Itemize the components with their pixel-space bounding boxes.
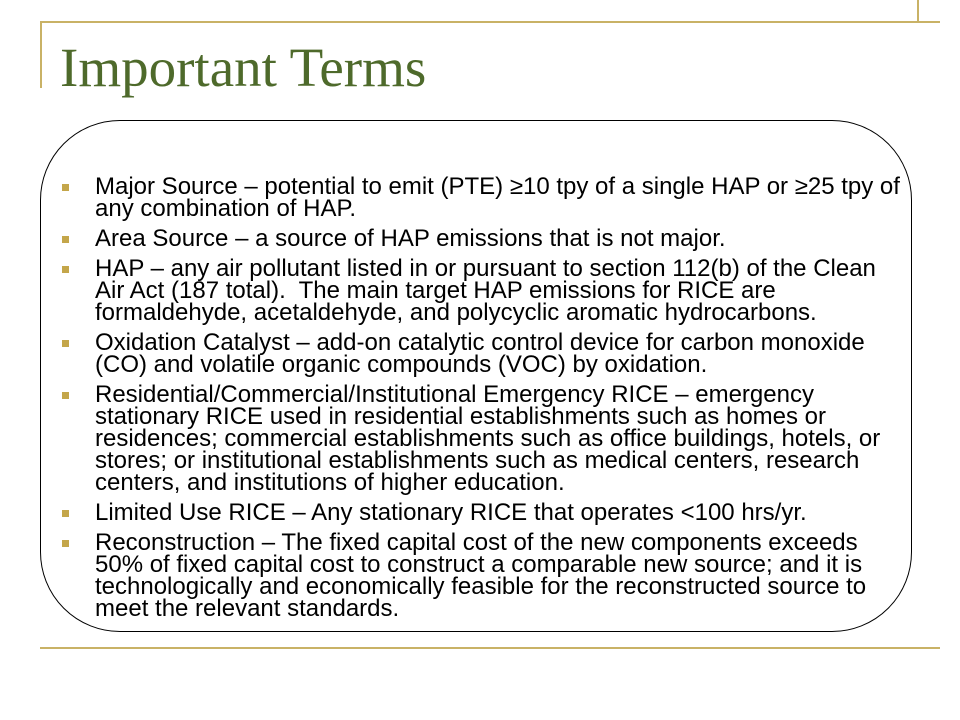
square-bullet-icon	[62, 184, 69, 191]
term-line: stores; or institutional establishments such as medical centers, research	[95, 447, 860, 474]
term-line: stationary RICE used in residential establishments such as homes or	[95, 403, 827, 430]
term-area-source	[95, 225, 900, 252]
term-line: Area Source – a source of HAP emissions that is not major.	[95, 225, 726, 252]
term-reconstruction	[95, 529, 900, 622]
term-line: any combination of HAP.	[95, 195, 357, 222]
term-line: Reconstruction – The fixed capital cost of the new components exceeds	[95, 529, 858, 556]
term-line: Limited Use RICE – Any stationary RICE that operates <100 hrs/yr.	[95, 499, 807, 526]
square-bullet-icon	[62, 236, 69, 243]
term-line: Major Source – potential to emit (PTE) ≥10 tpy of a single HAP or ≥25 tpy of	[95, 173, 900, 200]
term-line: Residential/Commercial/Institutional Emergency RICE – emergency	[95, 381, 814, 408]
accent-line-top	[40, 21, 940, 23]
accent-line-left	[40, 21, 42, 88]
term-line: formaldehyde, acetaldehyde, and polycyclic aromatic hydrocarbons.	[95, 299, 817, 326]
terms-list	[95, 173, 900, 628]
term-line: Air Act (187 total). The main target HAP emissions for RICE are	[95, 277, 776, 304]
term-limited-use-rice	[95, 499, 900, 526]
term-hap	[95, 255, 900, 326]
term-line: HAP – any air pollutant listed in or pursuant to section 112(b) of the Clean	[95, 255, 876, 282]
square-bullet-icon	[62, 540, 69, 547]
term-major-source	[95, 173, 900, 222]
term-line: residences; commercial establishments such as office buildings, hotels, or	[95, 425, 881, 452]
accent-line-top-tick	[917, 0, 919, 22]
content-box	[40, 120, 912, 632]
square-bullet-icon	[62, 392, 69, 399]
term-line: (CO) and volatile organic compounds (VOC) by oxidation.	[95, 351, 708, 378]
term-line: 50% of fixed capital cost to construct a comparable new source; and it is	[95, 551, 863, 578]
accent-line-bottom	[40, 647, 940, 649]
square-bullet-icon	[62, 340, 69, 347]
square-bullet-icon	[62, 510, 69, 517]
term-line: meet the relevant standards.	[95, 595, 400, 622]
term-emergency-rice	[95, 381, 900, 496]
term-line: centers, and institutions of higher education.	[95, 469, 565, 496]
slide-title: Important Terms	[60, 37, 427, 98]
term-line: Oxidation Catalyst – add-on catalytic control device for carbon monoxide	[95, 329, 865, 356]
term-oxidation-catalyst	[95, 329, 900, 378]
term-line: technologically and economically feasible for the reconstructed source to	[95, 573, 867, 600]
square-bullet-icon	[62, 266, 69, 273]
